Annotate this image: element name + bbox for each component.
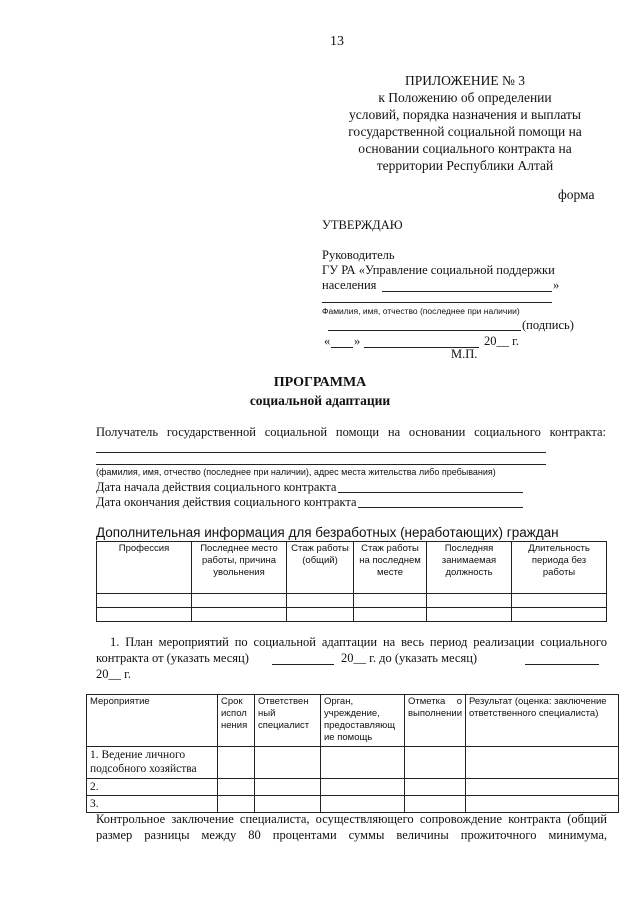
date-day-field[interactable]	[331, 347, 353, 348]
conclusion-line1: Контрольное заключение специалиста, осуществляющего сопровождение контракта (общий	[96, 812, 607, 826]
unemployed-table	[96, 541, 607, 622]
fio-field[interactable]	[322, 302, 552, 303]
table-cell[interactable]	[321, 747, 405, 779]
appendix-line: территории Республики Алтай	[376, 158, 554, 173]
start-date-field[interactable]	[338, 492, 523, 493]
end-date-field[interactable]	[358, 507, 523, 508]
table-row	[87, 796, 619, 813]
appendix-block	[300, 72, 630, 174]
table-cell[interactable]	[218, 796, 255, 813]
plan-line2a: контракта от (указать месяц)	[96, 651, 249, 665]
appendix-line: к Положению об определении	[378, 90, 552, 105]
table-cell[interactable]	[405, 779, 466, 796]
table-cell[interactable]	[97, 608, 192, 622]
approve-title: УТВЕРЖДАЮ	[322, 218, 403, 232]
activity-cell: 2.	[87, 779, 218, 796]
plan-from-month-field[interactable]	[272, 664, 334, 665]
table-cell[interactable]	[97, 594, 192, 608]
end-date-label: Дата окончания действия социального контракта	[96, 495, 357, 509]
column-header: Длительность периода без работы	[512, 542, 607, 594]
table-cell[interactable]	[466, 779, 619, 796]
table-cell[interactable]	[321, 779, 405, 796]
table-cell[interactable]	[255, 779, 321, 796]
column-header: Срок испол нения	[218, 695, 255, 747]
table-cell[interactable]	[405, 747, 466, 779]
stamp-label: М.П.	[451, 347, 478, 361]
table-row	[97, 608, 607, 622]
signature-label: (подпись)	[522, 318, 574, 332]
column-header: Стаж работы на последнем месте	[354, 542, 427, 594]
table-cell[interactable]	[192, 608, 287, 622]
appendix-line: условий, порядка назначения и выплаты	[349, 107, 581, 122]
recipient-field-2[interactable]	[96, 464, 546, 465]
column-header: Последняя занимаемая должность	[427, 542, 512, 594]
org-name-field[interactable]	[382, 291, 552, 292]
date-close-quote: »	[354, 334, 361, 348]
column-header: Мероприятие	[87, 695, 218, 747]
table-row	[97, 594, 607, 608]
column-header: Результат (оценка: заключение ответственного специалиста)	[466, 695, 619, 747]
recipient-caption: (фамилия, имя, отчество (последнее при наличии), адрес места жительства либо пребывания)	[96, 467, 496, 477]
approve-org-line1: ГУ РА «Управление социальной поддержки	[322, 263, 555, 277]
conclusion-line2: размер разницы между 80 процентами суммы величины прожиточного минимума,	[96, 828, 607, 842]
unemployed-heading: Дополнительная информация для безработных (неработающих) граждан	[96, 525, 559, 540]
approve-role: Руководитель	[322, 248, 395, 262]
column-header: Орган, учреждение, предоставляющ ие помощь	[321, 695, 405, 747]
form-label: форма	[558, 187, 595, 202]
program-subtitle: социальной адаптации	[249, 393, 391, 408]
appendix-title: ПРИЛОЖЕНИЕ № 3	[404, 73, 526, 88]
table-cell[interactable]	[427, 608, 512, 622]
fio-caption: Фамилия, имя, отчество (последнее при наличии)	[322, 306, 520, 316]
approve-org-line2: населения	[322, 278, 377, 292]
table-cell[interactable]	[255, 796, 321, 813]
plan-line1: 1. План мероприятий по социальной адаптации на весь период реализации социального	[110, 635, 607, 649]
column-header: Стаж работы (общий)	[287, 542, 354, 594]
date-year: 20__ г.	[484, 334, 519, 348]
table-cell[interactable]	[354, 608, 427, 622]
plan-table	[86, 694, 619, 813]
page-number: 13	[330, 34, 344, 49]
table-cell[interactable]	[466, 796, 619, 813]
table-cell[interactable]	[255, 747, 321, 779]
table-row	[87, 747, 619, 779]
column-header: Последнее место работы, причина увольнения	[192, 542, 287, 594]
table-cell[interactable]	[321, 796, 405, 813]
table-cell[interactable]	[218, 747, 255, 779]
table-cell[interactable]	[512, 608, 607, 622]
table-cell[interactable]	[287, 594, 354, 608]
table-cell[interactable]	[512, 594, 607, 608]
appendix-line: государственной социальной помощи на	[348, 124, 582, 139]
plan-line3: 20__ г.	[96, 667, 131, 681]
table-cell[interactable]	[427, 594, 512, 608]
signature-field[interactable]	[328, 330, 521, 331]
recipient-label: Получатель государственной социальной помощи на основании социального контракта:	[96, 425, 606, 439]
appendix-line: основании социального контракта на	[358, 141, 572, 156]
column-header: Профессия	[97, 542, 192, 594]
table-row	[87, 779, 619, 796]
table-cell[interactable]	[466, 747, 619, 779]
table-cell[interactable]	[218, 779, 255, 796]
org-close-quote: »	[553, 278, 560, 292]
start-date-label: Дата начала действия социального контракта	[96, 480, 337, 494]
column-header: Ответствен ный специалист	[255, 695, 321, 747]
table-cell[interactable]	[354, 594, 427, 608]
plan-to-month-field[interactable]	[525, 664, 599, 665]
activity-cell: 1. Ведение личного подсобного хозяйства	[87, 747, 218, 779]
table-cell[interactable]	[405, 796, 466, 813]
plan-line2b: 20__ г. до (указать месяц)	[341, 651, 478, 665]
activity-cell: 3.	[87, 796, 218, 813]
program-title: ПРОГРАММА	[273, 375, 367, 390]
table-cell[interactable]	[287, 608, 354, 622]
table-cell[interactable]	[192, 594, 287, 608]
date-open-quote: «	[324, 334, 331, 348]
column-header: Отметка о выполнении	[405, 695, 466, 747]
recipient-field-1[interactable]	[96, 452, 546, 453]
